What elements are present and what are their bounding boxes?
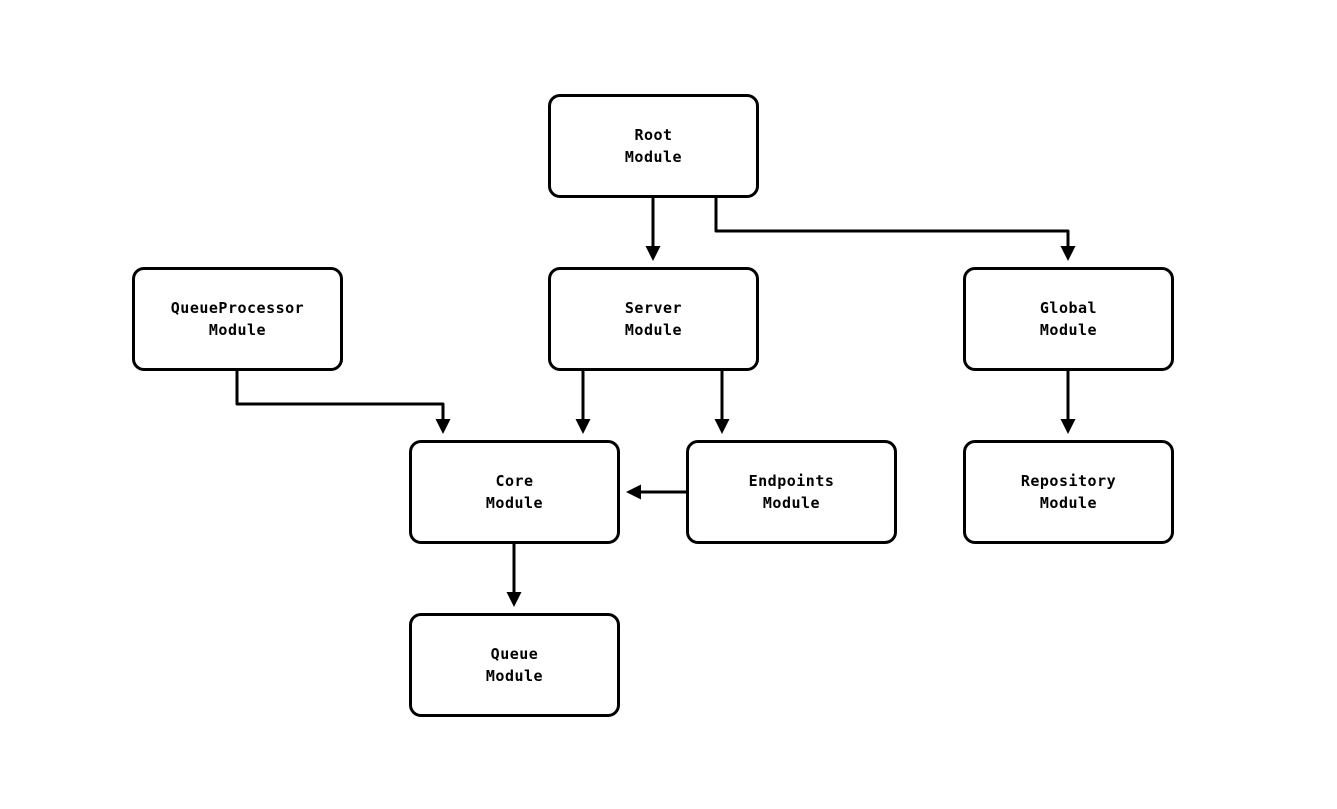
node-core-module[interactable] [409,440,620,544]
node-label-line2: Module [1039,321,1098,339]
node-server-module[interactable] [548,267,759,371]
node-repository-module[interactable] [963,440,1174,544]
node-endpoints-module[interactable] [686,440,897,544]
edge-root-to-global [716,198,1068,258]
node-label-line1: Queue [490,645,539,663]
node-label-line1: Server [624,299,683,317]
node-label-line2: Module [485,494,544,512]
node-queue-module[interactable] [409,613,620,717]
node-global-module[interactable] [963,267,1174,371]
node-label-line2: Module [485,667,544,685]
node-label-line2: Module [624,321,683,339]
node-label-line1: Repository [1020,472,1117,490]
edge-queueprocessor-to-core [237,371,443,431]
node-label-line2: Module [762,494,821,512]
node-label-line1: Endpoints [748,472,835,490]
node-label-line1: QueueProcessor [170,299,305,317]
node-label-line1: Root [634,126,673,144]
node-label-line1: Core [495,472,534,490]
node-label-line2: Module [624,148,683,166]
node-label-line2: Module [208,321,267,339]
node-label-line1: Global [1039,299,1098,317]
node-queueprocessor-module[interactable] [132,267,343,371]
node-root-module[interactable] [548,94,759,198]
node-label-line2: Module [1039,494,1098,512]
